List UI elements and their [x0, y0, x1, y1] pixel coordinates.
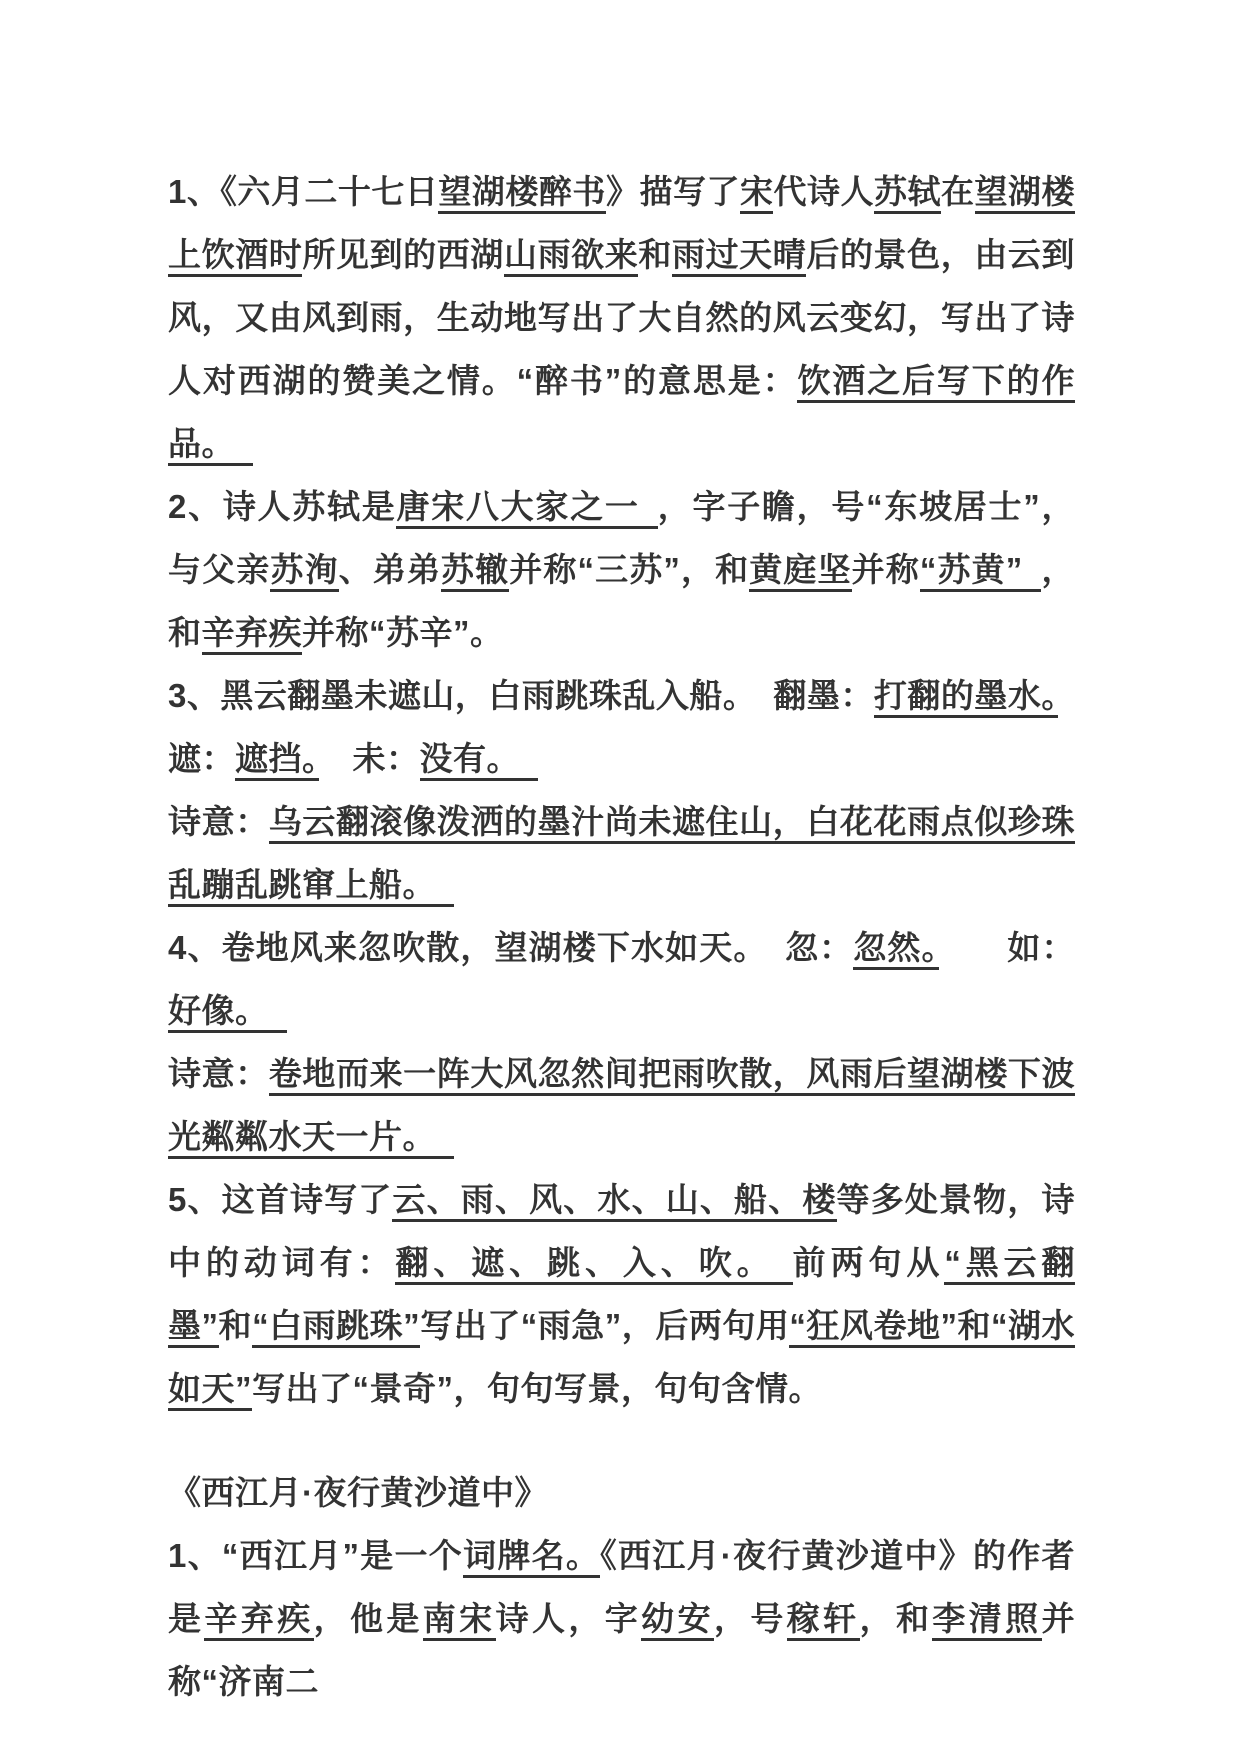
answer-blank-underline: 没有。	[420, 740, 539, 781]
text-run: 写出了“雨急”，后两句用	[420, 1307, 790, 1344]
answer-blank-underline: “黑云翻墨”	[168, 1244, 1075, 1348]
text-run: 诗意：	[168, 1055, 269, 1092]
answer-blank-underline: 唐宋八大家之一	[396, 488, 657, 529]
answer-blank-underline: 望湖楼醉书	[438, 173, 606, 214]
text-run: 如：	[939, 929, 1076, 966]
text-run: 写出了“景奇”，句句写景，句句含情。	[252, 1370, 822, 1407]
answer-blank-underline: 望湖楼上饮酒时	[168, 173, 1075, 277]
paragraph-4-line1-meaning	[168, 790, 1075, 916]
text-run: 1、“西江月”是一个	[168, 1537, 464, 1574]
answer-blank-underline: 山雨欲来	[504, 236, 638, 277]
text-run: 4、卷地风来忽吹散，望湖楼下水如天。 忽：	[168, 929, 854, 966]
text-run: ，和	[168, 551, 1076, 651]
answer-blank-underline: 宋	[740, 173, 774, 214]
answer-blank-underline: 翻、遮、跳、入、吹。	[395, 1244, 792, 1285]
text-run: 2、诗人苏轼是	[168, 488, 397, 525]
answer-blank-underline: 苏洵	[270, 551, 338, 592]
paragraph-6-line2-meaning	[168, 1042, 1075, 1168]
text-run: 1、《六月二十七日	[168, 173, 439, 210]
answer-blank-underline: “苏黄”	[920, 551, 1041, 592]
answer-blank-underline: “白雨跳珠”	[252, 1307, 420, 1348]
text-run: 代诗人	[773, 173, 874, 210]
text-run: 诗人，字	[495, 1600, 642, 1637]
text-run: 5、这首诗写了	[168, 1181, 393, 1218]
answer-blank-underline: 好像。	[168, 992, 287, 1033]
text-run: 《西江月·夜行黄沙道中》的作者是	[168, 1537, 1075, 1637]
text-run: 并称“三苏”，和	[509, 551, 750, 588]
paragraph-1-poem-intro	[168, 160, 1075, 475]
paragraph-8-xijiangyue-intro	[168, 1524, 1075, 1713]
text-run: ，号	[713, 1600, 787, 1637]
text-run: 在	[941, 173, 975, 210]
text-run: 并称“苏辛”。	[302, 614, 504, 651]
paragraph-3-line1-notes	[168, 664, 1092, 790]
text-run: 未：	[319, 740, 420, 777]
answer-blank-underline: 黄庭坚	[749, 551, 851, 592]
answer-blank-underline: 苏轼	[874, 173, 941, 214]
text-run: 后的景色，由云到风，又由风到雨，生动地写出了大自然的风云变幻，写出了诗人对西湖的赞美之情。“醉书”的意思是：	[168, 236, 1076, 399]
text-run: 《西江月·夜行黄沙道中》	[168, 1474, 548, 1511]
answer-blank-underline: 饮酒之后写下的作品。	[168, 362, 1075, 466]
answer-blank-underline: 打翻的墨水。	[874, 677, 1059, 718]
answer-blank-underline: 辛弃疾	[202, 614, 303, 655]
text-run: 前两句从	[792, 1244, 945, 1281]
answer-blank-underline: 词牌名。	[463, 1537, 600, 1578]
text-run: ，和	[859, 1600, 933, 1637]
text-run: 、弟弟	[338, 551, 441, 588]
heading-xijiangyue	[168, 1461, 1075, 1524]
answer-blank-underline: 云、雨、风、水、山、船、楼	[392, 1181, 836, 1222]
answer-blank-underline: 稼轩	[787, 1600, 860, 1641]
answer-blank-underline: 辛弃疾	[204, 1600, 313, 1641]
answer-blank-underline: 苏辙	[441, 551, 509, 592]
text-run: 和	[638, 236, 672, 273]
text-run: 3、黑云翻墨未遮山，白雨跳珠乱入船。 翻墨：	[168, 677, 874, 714]
text-run: ，字子瞻，号“东坡居士”，与父亲	[168, 488, 1076, 588]
answer-blank-underline: 卷地而来一阵大风忽然间把雨吹散，风雨后望湖楼下波光粼粼水天一片。	[168, 1055, 1075, 1159]
document-body	[168, 160, 1092, 1713]
answer-blank-underline: 乌云翻滚像泼洒的墨汁尚未遮住山，白花花雨点似珍珠乱蹦乱跳窜上船。	[168, 803, 1075, 907]
answer-blank-underline: 遮挡。	[235, 740, 319, 781]
answer-blank-underline: “狂风卷地”和“湖水如天”	[168, 1307, 1075, 1411]
answer-blank-underline: 南宋	[423, 1600, 496, 1641]
text-run: 并称	[851, 551, 920, 588]
text-run: 和	[218, 1307, 253, 1344]
paragraph-5-line2-notes	[168, 916, 1075, 1042]
answer-blank-underline: 李清照	[932, 1600, 1041, 1641]
text-run: 等多处景物，诗中的动词有：	[168, 1181, 1076, 1281]
text-run: 诗意：	[168, 803, 269, 840]
paragraph-2-poet-su-shi	[168, 475, 1075, 664]
text-run: 遮：	[168, 677, 1092, 777]
text-run: 》描写了	[605, 173, 740, 210]
answer-blank-underline: 忽然。	[853, 929, 939, 970]
text-run: 所见到的西湖	[302, 236, 504, 273]
text-run: 并称“济南二	[168, 1600, 1076, 1700]
answer-blank-underline: 雨过天晴	[672, 236, 806, 277]
paragraph-7-imagery-analysis	[168, 1168, 1075, 1420]
answer-blank-underline: 幼安	[641, 1600, 714, 1641]
text-run: ，他是	[313, 1600, 423, 1637]
